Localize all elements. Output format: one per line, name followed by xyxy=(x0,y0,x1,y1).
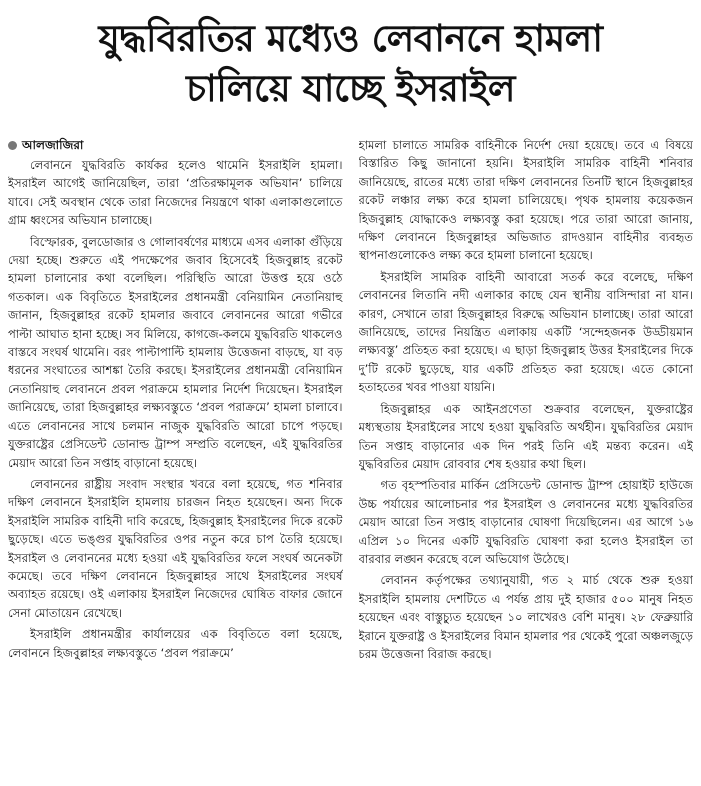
bullet-icon xyxy=(8,141,17,150)
headline-line-2: চালিয়ে যাচ্ছে ইসরাইল xyxy=(186,67,515,110)
paragraph: লেবানন কর্তৃপক্ষের তথ্যানুযায়ী, গত ২ মার্চ থেকে শুরু হওয়া ইসরাইলি হামলায় দেশটিতে এ পর্যন্ত প্রায় দুই হাজার ৫০০ মানুষ নিহত হয়েছেন এবং বাস্তুচ্যুত হয়েছেন ১০ লাখেরও বেশি মানুষ। ২৮ ফেব্রুয়ারি ইরানে যুক্তরাষ্ট্র ও ইসরাইলের বিমান হামলার পর থেকেই পুরো অঞ্চলজুড়ে চরম উত্তেজনা বিরাজ করছে। xyxy=(358,573,693,661)
byline xyxy=(8,136,343,154)
paragraph: হিজবুল্লাহর এক আইনপ্রণেতা শুক্রবার বলেছেন, যুক্তরাষ্ট্রের মধ্যস্থতায় ইসরাইলের সাথে হওয়া যুদ্ধবিরতি অর্থহীন। যুদ্ধবিরতির মেয়াদ তিন সপ্তাহ বাড়ানোর এক দিন পরই তিনি এই মন্তব্য করেন। এই যুদ্ধবিরতির মেয়াদ রোববার শেষ হওয়ার কথা ছিল। xyxy=(358,401,693,471)
paragraph-continued: হামলা চালাতে সামরিক বাহিনীকে নির্দেশ দেয়া হয়েছে। তবে এ বিষয়ে বিস্তারিত কিছু জানানো হয়নি। ইসরাইলি সামরিক বাহিনী শনিবার জানিয়েছে, রাতের মধ্যে তারা দক্ষিণ লেবাননের তিনটি স্থানে হিজবুল্লাহর রকেট লঞ্চার লক্ষ্য করে হামলা চালিয়েছে। পৃথক হামলায় কয়েকজন হিজবুল্লাহ যোদ্ধাকেও লক্ষ্যবস্তু করা হয়েছে। পরে তারা আরো জানায়, দক্ষিণ লেবাননে হিজবুল্লাহর অভিজাত রাদওয়ান বাহিনীর ব্যবহৃত স্থাপনাগুলোকেও লক্ষ্য করে হামলা চালানো হয়েছে। xyxy=(358,138,693,263)
column-left xyxy=(8,136,343,780)
headline-line-1: যুদ্ধবিরতির মধ্যেও লেবাননে হামলা xyxy=(98,17,603,60)
paragraph: ইসরাইলি প্রধানমন্ত্রীর কার্যালয়ের এক বিবৃতিতে বলা হয়েছে, লেবাননে হিজবুল্লাহর লক্ষ্যবস্তুতে ‘প্রবল পরাক্রমে’ xyxy=(8,627,343,660)
paragraph: গত বৃহস্পতিবার মার্কিন প্রেসিডেন্ট ডোনাল্ড ট্রাম্প হোয়াইট হাউজে উচ্চ পর্যায়ের আলোচনার পর ইসরাইল ও লেবাননের মধ্যে যুদ্ধবিরতির মেয়াদ আরো তিন সপ্তাহ বাড়ানোর ঘোষণা দিয়েছিলেন। এর আগে ১৬ এপ্রিল ১০ দিনের একটি যুদ্ধবিরতি ঘোষণা করা হলেও ইসরাইল তা বারবার লঙ্ঘন করেছে বলে অভিযোগ উঠেছে। xyxy=(358,478,693,566)
paragraph: বিস্ফোরক, বুলডোজার ও গোলাবর্ষণের মাধ্যমে এসব এলাকা গুঁড়িয়ে দেয়া হচ্ছে। শুরুতে এই পদক্ষেপের জবাব হিসেবেই হিজবুল্লাহ রকেট হামলা চালানোর কথা বলেছিল। পরিস্থিতি আরো উত্তপ্ত হয়ে ওঠে গতকাল। এক বিবৃতিতে ইসরাইলের প্রধানমন্ত্রী বেনিয়ামিন নেতানিয়াহু জানান, হিজবুল্লাহর রকেট হামলার জবাবে লেবাননের আরো গভীরে পাল্টা আঘাত হানা হচ্ছে। সব মিলিয়ে, কাগজে-কলমে যুদ্ধবিরতি থাকলেও বাস্তবে সংঘর্ষ থামেনি। বরং পাল্টাপাল্টি হামলায় উত্তেজনা বাড়ছে, যা বড় ধরনের সংঘাতের আশঙ্কা তৈরি করছে। ইসরাইলের প্রধানমন্ত্রী বেনিয়ামিন নেতানিয়াহু লেবাননে প্রবল পরাক্রমে হামলার নির্দেশ দিয়েছেন। ইসরাইল জানিয়েছে, তারা হিজবুল্লাহর লক্ষ্যবস্তুতে ‘প্রবল পরাক্রমে’ হামলা চালাবে। এতে লেবাননের সাথে চলমান নাজুক যুদ্ধবিরতি আরো চাপে পড়ছে। যুক্তরাষ্ট্রের প্রেসিডেন্ট ডোনাল্ড ট্রাম্প সম্প্রতি বলেছেন, এই যুদ্ধবিরতির মেয়াদ আরো তিন সপ্তাহ বাড়ানো হয়েছে। xyxy=(8,234,343,470)
article-body xyxy=(8,136,693,780)
paragraph: লেবাননের রাষ্ট্রীয় সংবাদ সংস্থার খবরে বলা হয়েছে, গত শনিবার দক্ষিণ লেবাননে ইসরাইলি হামলায় চারজন নিহত হয়েছেন। অন্য দিকে ইসরাইলি সামরিক বাহিনী দাবি করেছে, হিজবুল্লাহ ইসরাইলের দিকে রকেট ছুড়েছে। এতে ভঙ্গুর যুদ্ধবিরতির ওপর নতুন করে চাপ তৈরি হয়েছে। ইসরাইল ও লেবাননের মধ্যে হওয়া এই যুদ্ধবিরতির ফলে সংঘর্ষ অনেকটা কমেছে। তবে দক্ষিণ লেবাননে হিজবুল্লাহর সাথে ইসরাইলের সংঘর্ষ অব্যাহত রয়েছে। ওই এলাকায় ইসরাইল নিজেদের ঘোষিত বাফার জোনে সেনা মোতায়েন রেখেছে। xyxy=(8,476,343,620)
column-right xyxy=(359,136,694,780)
paragraph: লেবাননে যুদ্ধবিরতি কার্যকর হলেও থামেনি ইসরাইলি হামলা। ইসরাইল আগেই জানিয়েছিল, তারা ‘প্রতিরক্ষামূলক অভিযান’ চালিয়ে যাবে। সেই অবস্থান থেকে তারা নিজেদের নিয়ন্ত্রণে থাকা এলাকাগুলোতে গ্রাম ধ্বংসের অভিযান চালাচ্ছে। xyxy=(8,158,343,228)
byline-source: আলজাজিরা xyxy=(22,138,84,152)
paragraph: ইসরাইলি সামরিক বাহিনী আবারো সতর্ক করে বলেছে, দক্ষিণ লেবাননের লিতানি নদী এলাকার কাছে যেন স্থানীয় বাসিন্দারা না যান। কারণ, সেখানে তারা হিজবুল্লাহর বিরুদ্ধে অভিযান চালাচ্ছে। তারা আরো জানিয়েছে, তাদের নিয়ন্ত্রিত এলাকায় একটি ‘সন্দেহজনক উড্ডীয়মান লক্ষ্যবস্তু’ প্রতিহত করা হয়েছে। এ ছাড়া হিজবুল্লাহ উত্তর ইসরাইলের দিকে দু’টি রকেট ছুড়েছে, যার একটি প্রতিহত করা হয়েছে। এতে কোনো হতাহতের খবর পাওয়া যায়নি। xyxy=(358,269,693,395)
